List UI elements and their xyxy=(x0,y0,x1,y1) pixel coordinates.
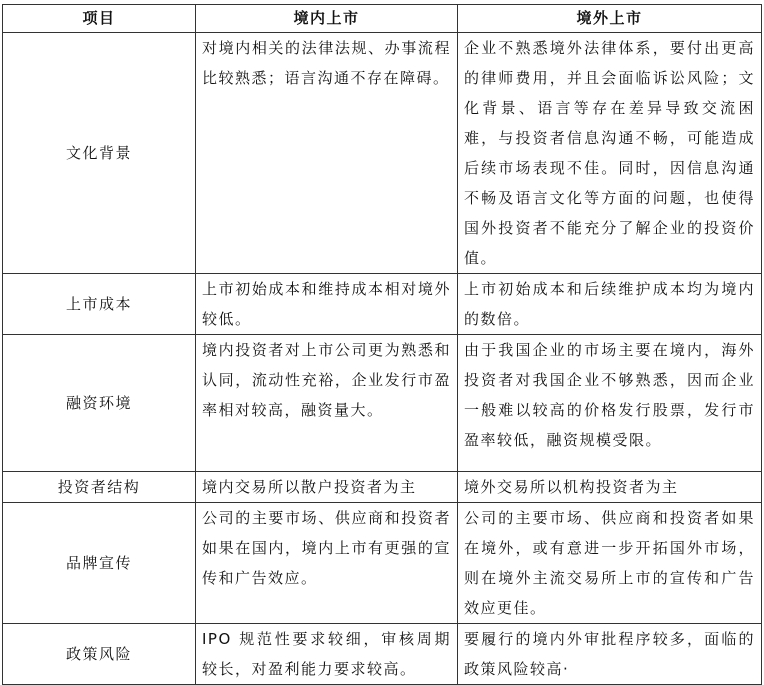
table-row xyxy=(3,503,762,624)
overseas-cell: 上市初始成本和后续维护成本均为境内的数倍。 xyxy=(458,274,762,335)
table-row xyxy=(3,335,762,472)
header-item: 项目 xyxy=(3,5,196,33)
overseas-cell: 由于我国企业的市场主要在境内，海外投资者对我国企业不够熟悉，因而企业一般难以较高的价格发行股票，发行市盈率较低，融资规模受限。 xyxy=(458,335,762,472)
overseas-cell: 要履行的境内外审批程序较多，面临的政策风险较高· xyxy=(458,624,762,685)
domestic-cell: 对境内相关的法律法规、办事流程比较熟悉；语言沟通不存在障碍。 xyxy=(196,33,458,274)
comparison-table xyxy=(2,4,762,685)
domestic-cell: 上市初始成本和维持成本相对境外较低。 xyxy=(196,274,458,335)
row-item-cell: 政策风险 xyxy=(3,624,196,685)
row-item-cell: 文化背景 xyxy=(3,33,196,274)
header-domestic-listing: 境内上市 xyxy=(196,5,458,33)
table-row xyxy=(3,472,762,503)
header-row xyxy=(3,5,762,33)
table-row xyxy=(3,274,762,335)
row-item-cell: 投资者结构 xyxy=(3,472,196,503)
domestic-cell: 境内交易所以散户投资者为主 xyxy=(196,472,458,503)
overseas-cell: 公司的主要市场、供应商和投资者如果在境外，或有意进一步开拓国外市场，则在境外主流交易所上市的宣传和广告效应更佳。 xyxy=(458,503,762,624)
overseas-cell: 企业不熟悉境外法律体系，要付出更高的律师费用，并且会面临诉讼风险；文化背景、语言等存在差异导致交流困难，与投资者信息沟通不畅，可能造成后续市场表现不佳。同时，因信息沟通不畅及语言文化等方面的问题，也使得国外投资者不能充分了解企业的投资价值。 xyxy=(458,33,762,274)
row-item-cell: 融资环境 xyxy=(3,335,196,472)
table-row xyxy=(3,33,762,274)
overseas-cell: 境外交易所以机构投资者为主 xyxy=(458,472,762,503)
row-item-cell: 上市成本 xyxy=(3,274,196,335)
domestic-cell: IPO 规范性要求较细，审核周期较长，对盈利能力要求较高。 xyxy=(196,624,458,685)
table-row xyxy=(3,624,762,685)
header-overseas-listing: 境外上市 xyxy=(458,5,762,33)
row-item-cell: 品牌宣传 xyxy=(3,503,196,624)
domestic-cell: 境内投资者对上市公司更为熟悉和认同，流动性充裕，企业发行市盈率相对较高，融资量大。 xyxy=(196,335,458,472)
domestic-cell: 公司的主要市场、供应商和投资者如果在国内，境内上市有更强的宣传和广告效应。 xyxy=(196,503,458,624)
